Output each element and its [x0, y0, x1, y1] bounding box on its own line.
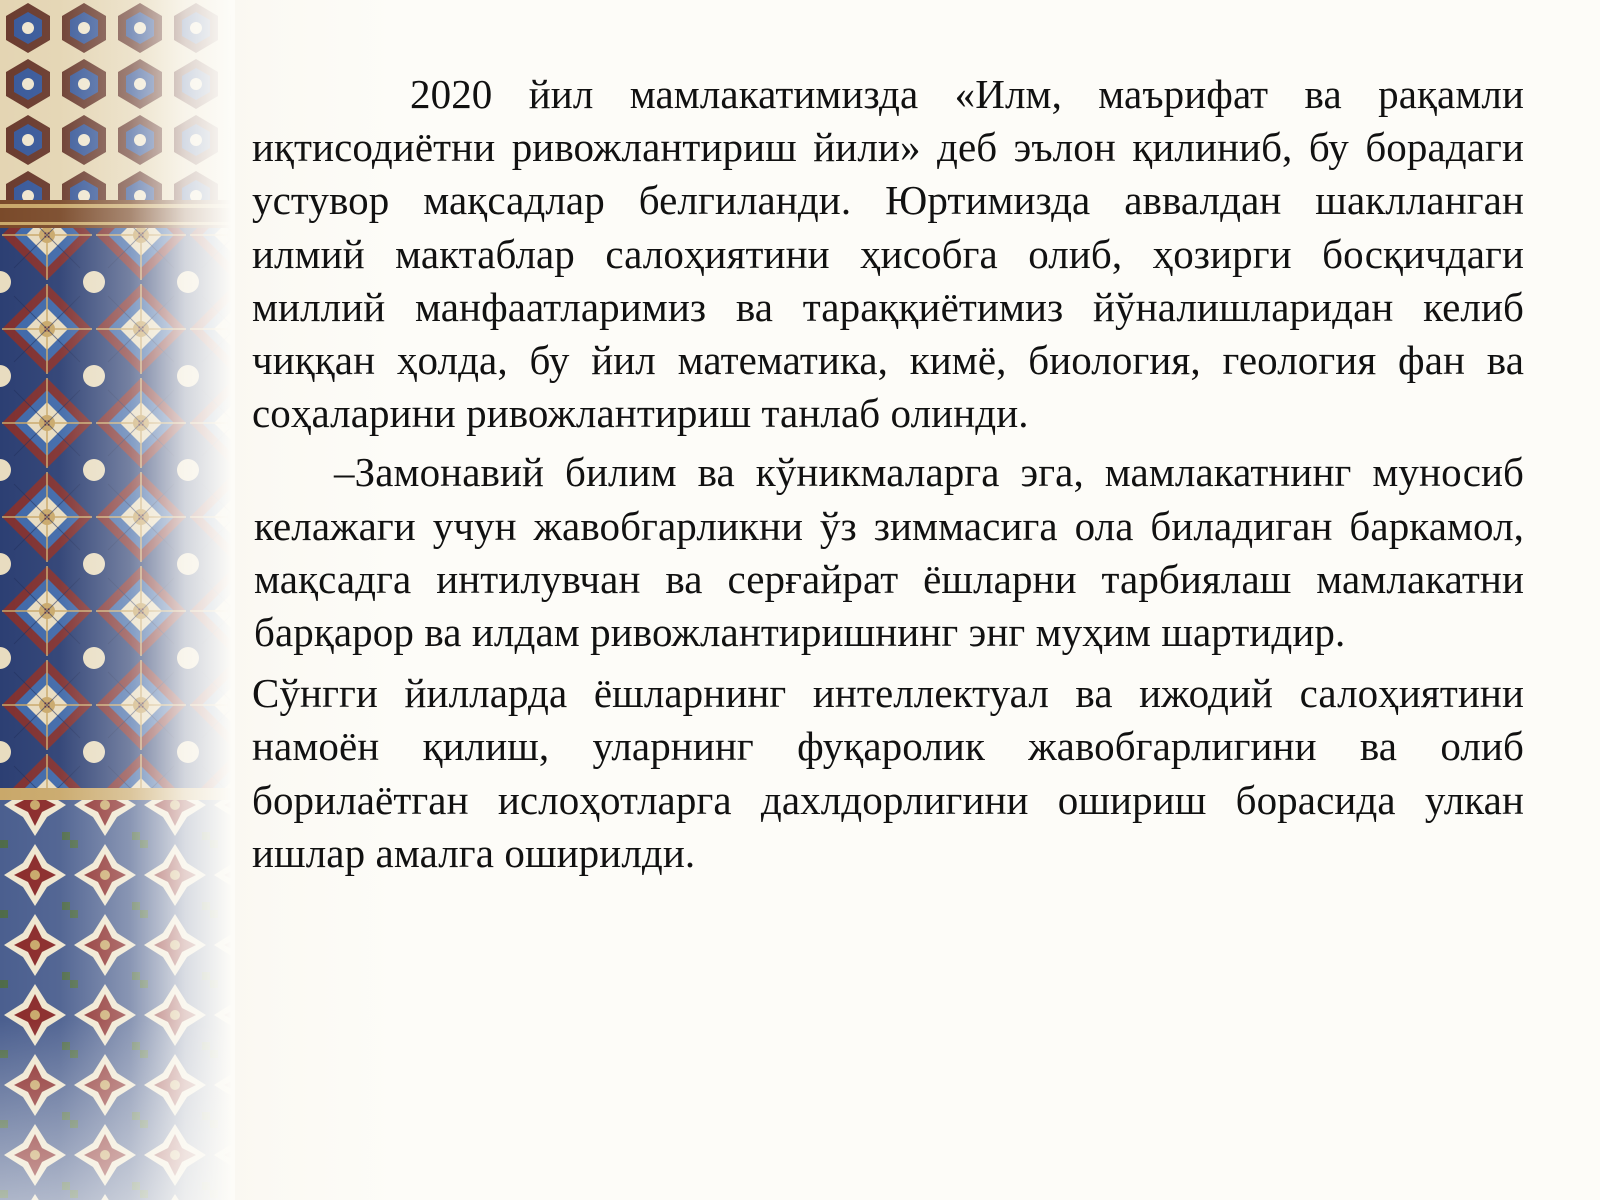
body-text [252, 68, 1524, 880]
ornamental-tile-pattern-icon [0, 0, 235, 1200]
ornament-fade-bottom-overlay [0, 1020, 235, 1200]
paragraph-3: Сўнгги йилларда ёшларнинг интеллектуал ва ижодий салоҳиятини намоён қилиш, уларнинг фуқаролик жавобгарлигини ва олиб борилаётган ислоҳотларга дахлдорлигини ошириш борасида улкан ишлар амалга оширилди. [252, 670, 1524, 876]
paragraph-1: 2020 йил мамлакатимизда «Илм, маърифат ва рақамли иқтисодиётни ривожлантириш йили» деб эълон қилиниб, бу борадаги устувор мақсадлар белгиланди. Юртимизда аввалдан шаклланган илмий мактаблар салоҳиятини ҳисобга олиб, ҳозирги босқичдаги миллий манфаатларимиз ва тараққиётимиз йўналишларидан келиб чиққан ҳолда, бу йил математика, кимё, биология, геология фан ва соҳаларини ривожлантириш танлаб олинди. [252, 71, 1524, 437]
paragraph-2: –Замонавий билим ва кўникмаларга эга, мамлакатнинг муносиб келажаги учун жавобгарликни ўз зиммасига ола биладиган баркамол, мақсадга интилувчан ва серғайрат ёшларни тарбиялаш мамлакатни барқарор ва илдам ривожлантиришнинг энг муҳим шартидир. [254, 449, 1524, 656]
